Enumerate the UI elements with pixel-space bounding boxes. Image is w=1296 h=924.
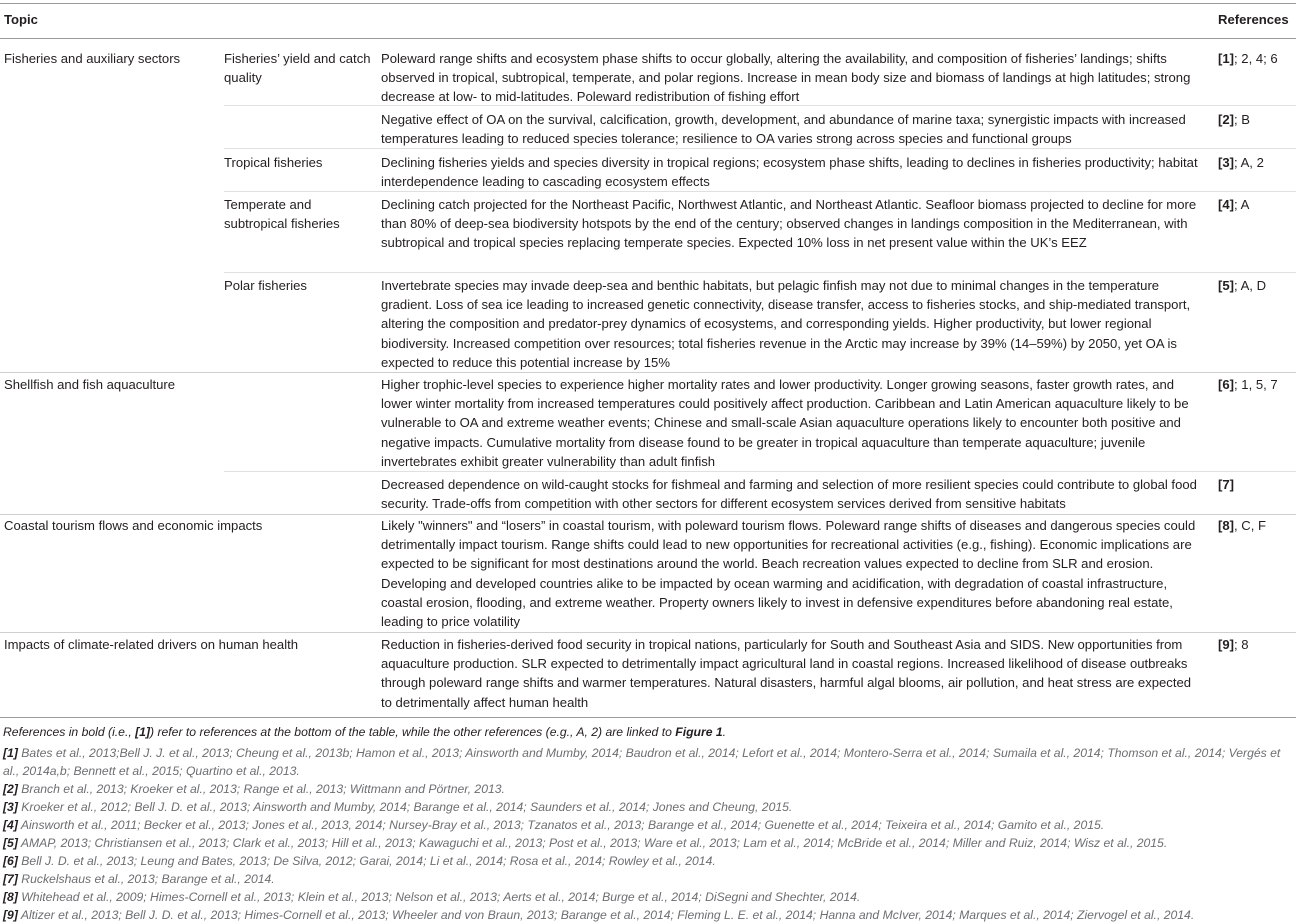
reference-text: Altizer et al., 2013; Bell J. D. et al., 2013; Himes-Cornell et al., 2013; Wheeler and von Braun, 2013; Barange et al., 2014; Fleming L. E. et al., 2014; Hanna and McIver, 2014; Marques et al., 2014; Ziervogel et al., 2014. (17, 908, 1195, 922)
reference-entry-1 (3, 744, 1293, 780)
subtopic-cell: Polar fisheries (224, 278, 307, 293)
reference-text: Bell J. D. et al., 2013; Leung and Bates, 2013; De Silva, 2012; Garai, 2014; Li et al., 2014; Rosa et al., 2014; Rowley et al., 2014. (17, 854, 716, 868)
reference-entry-4 (3, 816, 1293, 834)
description-cell: Negative effect of OA on the survival, calcification, growth, development, and abundance of marine taxa; synergistic impacts with increased temperatures leading to reduced species tolerance; resilience to OA varies strong across species and functional groups (381, 112, 1186, 147)
reference-entry-3 (3, 798, 1293, 816)
subtopic-cell: Fisheries’ yield and catch quality (224, 51, 371, 86)
row-divider (224, 148, 1296, 149)
header-references: References (1218, 12, 1289, 27)
reference-bold: [4] (1218, 197, 1235, 212)
topic-cell: Fisheries and auxiliary sectors (4, 51, 181, 66)
description-cell: Likely "winners" and “losers” in coastal tourism, with poleward tourism flows. Poleward range shifts of diseases and dangerous species could detrimentally impact tourism. Range shifts could lead to new opportunities for recreational activities (e.g., fishing). Economic implications are expected to be significant for most destinations around the world. Beach recreation values expected to decline from SLR and erosion. Developing and developed countries alike to be impacted by ocean warming and acidification, with degradation of coastal infrastructure, coastal erosion, flooding, and extreme weather. Property owners likely to invest in defensive expenditures before abandoning real estate, leading to price volatility (381, 518, 1196, 630)
reference-text: Ruckelshaus et al., 2013; Barange et al., 2014. (17, 872, 275, 886)
footnote-figure-link[interactable]: Figure 1 (675, 725, 723, 739)
reference-rest: ; A, D (1234, 278, 1267, 293)
reference-cell (1218, 110, 1296, 129)
reference-text: Whitehead et al., 2009; Himes-Cornell et al., 2013; Klein et al., 2013; Nelson et al., 2013; Aerts et al., 2014; Burge et al., 2014; DiSegni and Shechter, 2014. (17, 890, 861, 904)
reference-entry-9 (3, 906, 1293, 924)
table-footnote (3, 723, 1293, 741)
reference-text: Branch et al., 2013; Kroeker et al., 2013; Range et al., 2013; Wittmann and Pörtner, 2013. (17, 782, 505, 796)
reference-cell (1218, 635, 1296, 654)
reference-entry-7 (3, 870, 1293, 888)
reference-cell (1218, 49, 1296, 68)
reference-label: [3] (3, 800, 18, 814)
subtopic-cell: Temperate and subtropical fisheries (224, 197, 340, 232)
reference-rest: ; A (1234, 197, 1250, 212)
reference-rest: ; B (1234, 112, 1251, 127)
reference-label: [2] (3, 782, 18, 796)
reference-label: [5] (3, 836, 18, 850)
description-cell: Declining catch projected for the Northeast Pacific, Northwest Atlantic, and Northeast Atlantic. Seafloor biomass projected to decline for more than 80% of deep-sea biodiversity hotspots by the end of the century; observed changes in landings composition in the Mediterranean, with subtropical and tropical species replacing temperate species. Expected 10% loss in net present value within the UK’s EEZ (381, 197, 1197, 251)
reference-text: AMAP, 2013; Christiansen et al., 2013; Clark et al., 2013; Hill et al., 2013; Kawaguchi et al., 2013; Post et al., 2013; Ware et al., 2013; Lam et al., 2014; McBride et al., 2014; Miller and Ruiz, 2014; Wisz et al., 2015. (17, 836, 1168, 850)
reference-bold: [9] (1218, 637, 1235, 652)
reference-rest: ; A, 2 (1234, 155, 1264, 170)
table-header-row (0, 3, 1296, 39)
reference-cell (1218, 375, 1296, 394)
reference-label: [9] (3, 908, 18, 922)
row-divider (0, 372, 1296, 373)
reference-cell (1218, 195, 1296, 214)
reference-label: [6] (3, 854, 18, 868)
header-topic: Topic (4, 12, 38, 27)
reference-bold: [3] (1218, 155, 1235, 170)
row-divider (0, 632, 1296, 633)
description-cell: Higher trophic-level species to experience higher mortality rates and lower productivity. Longer growing seasons, faster growth rates, and lower winter mortality from increased temperatures could positively affect production. Caribbean and Latin American aquaculture likely to be vulnerable to OA and extreme weather events; Chinese and small-scale Asian aquaculture operations likely to encounter both positive and negative impacts. Cumulative mortality from disease found to be greater in tropical aquaculture than temperate aquaculture; juvenile invertebrates exhibit greater vulnerability than adult finfish (381, 377, 1189, 469)
topic-cell: Impacts of climate-related drivers on human health (4, 637, 299, 652)
reference-entry-8 (3, 888, 1293, 906)
reference-label: [1] (3, 746, 18, 760)
footnote-text: References in bold (i.e., (3, 725, 136, 739)
reference-rest: ; 2, 4; 6 (1234, 51, 1278, 66)
description-cell: Declining fisheries yields and species diversity in tropical regions; ecosystem phase shifts, leading to declines in fisheries productivity; habitat interdependence leading to cascading ecosystem effects (381, 155, 1198, 190)
reference-text: Bates et al., 2013;Bell J. J. et al., 2013; Cheung et al., 2013b; Hamon et al., 2013; Ainsworth and Mumby, 2014; Baudron et al., 2014; Lefort et al., 2014; Montero-Serra et al., 2014; Sumaila et al., 2014; Thomson et al., 2014; Vergés et al., 2014a,b; Bennett et al., 2015; Quartino et al., 2013. (3, 746, 1281, 778)
reference-bold: [2] (1218, 112, 1235, 127)
reference-rest: , C, F (1234, 518, 1267, 533)
reference-entry-5 (3, 834, 1293, 852)
description-cell: Invertebrate species may invade deep-sea and benthic habitats, but pelagic finfish may not due to minimal changes in the temperature gradient. Loss of sea ice leading to increased genetic connectivity, disease transfer, access to fisheries stocks, and ship-mediated transport, altering the composition and predator-prey dynamics of ecosystems, and corresponding yields. Higher productivity, but lower regional biodiversity. Increased competition over resources; total fisheries revenue in the Arctic may increase by 39% (14–59%) by 2050, yet OA is expected to reduce this potential increase by 15% (381, 278, 1191, 370)
reference-bold: [1] (1218, 51, 1235, 66)
reference-text: Ainsworth et al., 2011; Becker et al., 2013; Jones et al., 2013, 2014; Nursey-Bray et al., 2013; Tzanatos et al., 2013; Barange et al., 2014; Guenette et al., 2014; Teixeira et al., 2014; Gamito et al., 2015. (17, 818, 1105, 832)
row-divider (224, 471, 1296, 472)
reference-label: [4] (3, 818, 18, 832)
footnote-text: ) refer to references at the bottom of the table, while the other references (e.g., A, 2) are linked to (150, 725, 676, 739)
reference-label: [7] (3, 872, 18, 886)
reference-bold: [8] (1218, 518, 1235, 533)
description-cell: Poleward range shifts and ecosystem phase shifts to occur globally, altering the availability, and composition of fisheries’ landings; shifts observed in tropical, subtropical, temperate, and polar regions. Increase in mean body size and biomass of landings at high latitudes; strong decrease at low- to mid-latitudes. Poleward redistribution of fishing effort (381, 51, 1191, 105)
reference-cell (1218, 153, 1296, 172)
table-bottom-rule (0, 717, 1296, 718)
description-cell: Decreased dependence on wild-caught stocks for fishmeal and farming and selection of more resilient species could contribute to global food security. Trade-offs from competition with other sectors for different ecosystem services derived from sensitive habitats (381, 477, 1197, 512)
row-divider (224, 272, 1296, 273)
topic-cell: Shellfish and fish aquaculture (4, 377, 176, 392)
row-divider (224, 105, 1296, 106)
reference-cell (1218, 276, 1296, 295)
row-divider (0, 514, 1296, 515)
subtopic-cell: Tropical fisheries (224, 155, 323, 170)
topic-cell: Coastal tourism flows and economic impacts (4, 518, 263, 533)
reference-entry-2 (3, 780, 1293, 798)
reference-bold: [7] (1218, 477, 1235, 492)
reference-label: [8] (3, 890, 18, 904)
footnote-text: . (722, 725, 727, 739)
footnote-bold-ref: [1] (135, 725, 151, 739)
reference-entry-6 (3, 852, 1293, 870)
reference-rest: ; 1, 5, 7 (1234, 377, 1278, 392)
reference-cell (1218, 475, 1296, 494)
reference-rest: ; 8 (1234, 637, 1249, 652)
table-header-rule (0, 38, 1296, 39)
description-cell: Reduction in fisheries-derived food security in tropical nations, particularly for South and Southeast Asia and SIDS. New opportunities from aquaculture production. SLR expected to detrimentally impact agricultural land in coastal regions. Increased likelihood of disease outbreaks through poleward range shifts and warmer temperatures. Natural disasters, harmful algal blooms, air pollution, and heat stress are expected to detrimentally affect human health (381, 637, 1192, 710)
reference-text: Kroeker et al., 2012; Bell J. D. et al., 2013; Ainsworth and Mumby, 2014; Barange et al., 2014; Saunders et al., 2014; Jones and Cheung, 2015. (17, 800, 793, 814)
row-divider (224, 191, 1296, 192)
reference-bold: [5] (1218, 278, 1235, 293)
reference-cell (1218, 516, 1296, 535)
reference-bold: [6] (1218, 377, 1235, 392)
